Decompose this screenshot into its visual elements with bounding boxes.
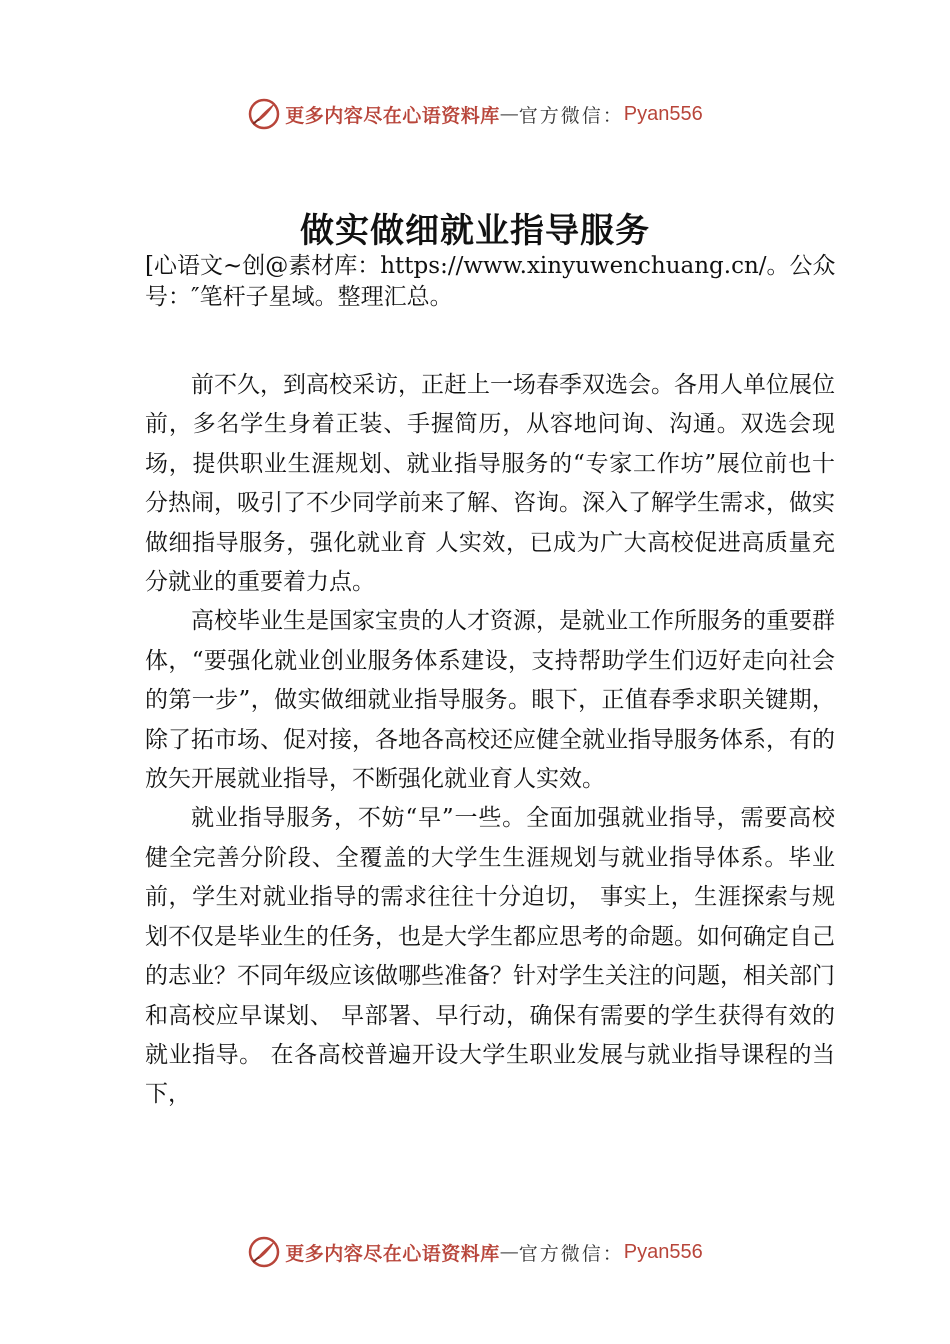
source-note: [心语文~创@素材库：https://www.xinyuwenchuang.cn/。公众号：″笔杆子星域。整理汇总。	[145, 253, 836, 310]
banner-main-text: 更多内容尽在心语资料库	[285, 1242, 500, 1265]
paragraph: 就业指导服务，不妨“早”一些。全面加强就业指导，需要高校健全完善分阶段、全覆盖的大学生生涯规划与就业指导体系。毕业前，学生对就业指导的需求往往十分迫切， 事实上，生涯探索与规划不仅是毕业生的任务，也是大学生都应思考的命题。如何确定自己的志业？不同年级应该做哪些准备？针对学生关注的问题，相关部门和高校应早谋划、 早部署、早行动，确保有需要的学生获得有效的就业指导。 在各高校普遍开设大学生职业发展与就业指导课程的当下，	[145, 805, 835, 1108]
quill-seal-logo-icon	[247, 97, 281, 131]
banner-separator: —	[499, 1241, 519, 1263]
quill-seal-logo-icon	[247, 1235, 281, 1269]
page-title: 做实做细就业指导服务	[300, 211, 650, 251]
paragraph: 前不久，到高校采访，正赶上一场春季双选会。各用人单位展位前，多名学生身着正装、手握简历，从容地问询、沟通。双选会现场，提供职业生涯规划、就业指导服务的“专家工作坊”展位前也十分热闹，吸引了不少同学前来了解、咨询。深入了解学生需求，做实做细指导服务，强化就业育 人实效，已成为广大高校促进高质量充分就业的重要着力点。	[145, 372, 835, 596]
paragraph: 高校毕业生是国家宝贵的人才资源，是就业工作所服务的重要群体，“要强化就业创业服务体系建设，支持帮助学生们迈好走向社会的第一步”，做实做细就业指导服务。眼下，正值春季求职关键期，除了拓市场、促对接，各地各高校还应健全就业指导服务体系，有的放矢开展就业指导，不断强化就业育人实效。	[145, 608, 835, 793]
banner-wechat-id: Pyan556	[623, 102, 703, 125]
footer-banner	[0, 1232, 950, 1272]
article-body	[145, 366, 835, 1115]
banner-wechat-label: 官方微信：	[518, 104, 624, 127]
banner-wechat-id: Pyan556	[623, 1240, 703, 1263]
banner-wechat-label: 官方微信：	[518, 1242, 624, 1265]
banner-main-text: 更多内容尽在心语资料库	[285, 104, 500, 127]
banner-separator: —	[499, 103, 519, 125]
header-banner	[0, 94, 950, 134]
